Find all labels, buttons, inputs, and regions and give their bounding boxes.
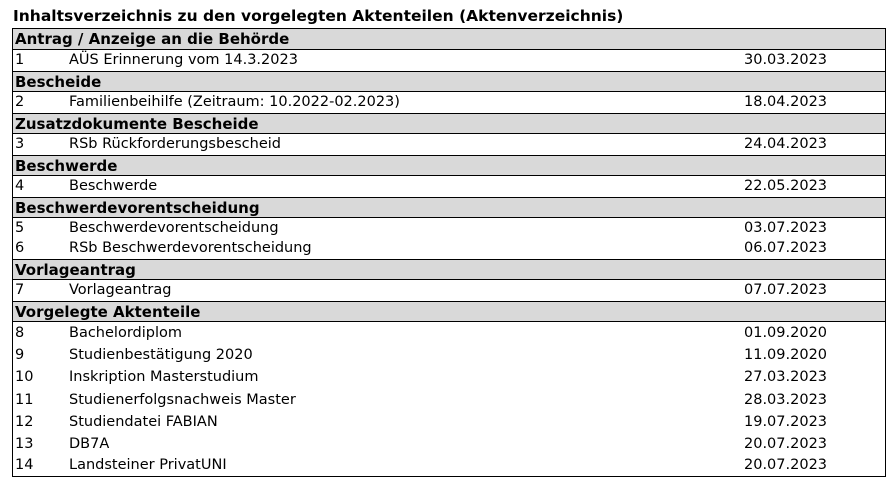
entry-description: Bachelordiplom [69,325,182,341]
entry-number: 14 [15,457,34,473]
list-item [13,50,885,71]
entry-date: 11.09.2020 [744,347,828,363]
entry-date: 30.03.2023 [744,52,828,68]
list-item [13,92,885,113]
section-header [13,301,885,322]
entry-description: Familienbeihilfe (Zeitraum: 10.2022-02.2023) [69,94,400,110]
entry-date: 20.07.2023 [744,436,828,452]
entry-number: 10 [15,369,34,385]
list-item [13,345,885,366]
entry-number: 2 [15,94,25,110]
section-header [13,155,885,176]
entry-description: Inskription Masterstudium [69,369,259,385]
list-item [13,455,885,476]
entry-date: 20.07.2023 [744,457,828,473]
entry-number: 9 [15,347,25,363]
document-title: Inhaltsverzeichnis zu den vorgelegten Aktenteilen (Aktenverzeichnis) [13,7,624,25]
entry-number: 6 [15,240,25,256]
entry-description: Studiendatei FABIAN [69,414,218,430]
section-title: Beschwerde [15,157,118,175]
entry-number: 11 [15,392,34,408]
entry-number: 12 [15,414,34,430]
entry-date: 07.07.2023 [744,282,828,298]
entry-date: 27.03.2023 [744,369,828,385]
entry-date: 03.07.2023 [744,220,828,236]
entry-number: 1 [15,52,25,68]
section-header [13,29,885,50]
entry-description: DB7A [69,436,110,452]
entry-date: 01.09.2020 [744,325,828,341]
list-item [13,323,885,344]
entry-number: 7 [15,282,25,298]
entry-date: 28.03.2023 [744,392,828,408]
entry-description: Studienerfolgsnachweis Master [69,392,296,408]
section-title: Bescheide [15,73,102,91]
list-item [13,280,885,301]
section-header [13,71,885,92]
list-item [13,434,885,455]
entry-description: Beschwerde [69,178,158,194]
entry-number: 13 [15,436,34,452]
entry-description: Vorlageantrag [69,282,172,298]
section-title: Antrag / Anzeige an die Behörde [15,30,290,48]
entry-description: Beschwerdevorentscheidung [69,220,279,236]
section-header [13,197,885,218]
entry-description: AÜS Erinnerung vom 14.3.2023 [69,52,298,68]
file-index-table [12,28,886,477]
section-header [13,259,885,280]
list-item [13,238,885,259]
entry-description: Studienbestätigung 2020 [69,347,253,363]
entry-date: 22.05.2023 [744,178,828,194]
entry-number: 8 [15,325,25,341]
entry-date: 06.07.2023 [744,240,828,256]
entry-date: 19.07.2023 [744,414,828,430]
entry-date: 18.04.2023 [744,94,828,110]
entry-description: RSb Beschwerdevorentscheidung [69,240,312,256]
list-item [13,218,885,239]
section-title: Vorlageantrag [15,261,136,279]
list-item [13,176,885,197]
list-item [13,367,885,388]
entry-description: Landsteiner PrivatUNI [69,457,227,473]
section-title: Vorgelegte Aktenteile [15,303,201,321]
entry-number: 3 [15,136,25,152]
section-header [13,113,885,134]
entry-number: 4 [15,178,25,194]
entry-description: RSb Rückforderungsbescheid [69,136,281,152]
section-title: Beschwerdevorentscheidung [15,199,260,217]
entry-number: 5 [15,220,25,236]
list-item [13,134,885,155]
list-item [13,390,885,411]
section-title: Zusatzdokumente Bescheide [15,115,259,133]
list-item [13,412,885,433]
entry-date: 24.04.2023 [744,136,828,152]
